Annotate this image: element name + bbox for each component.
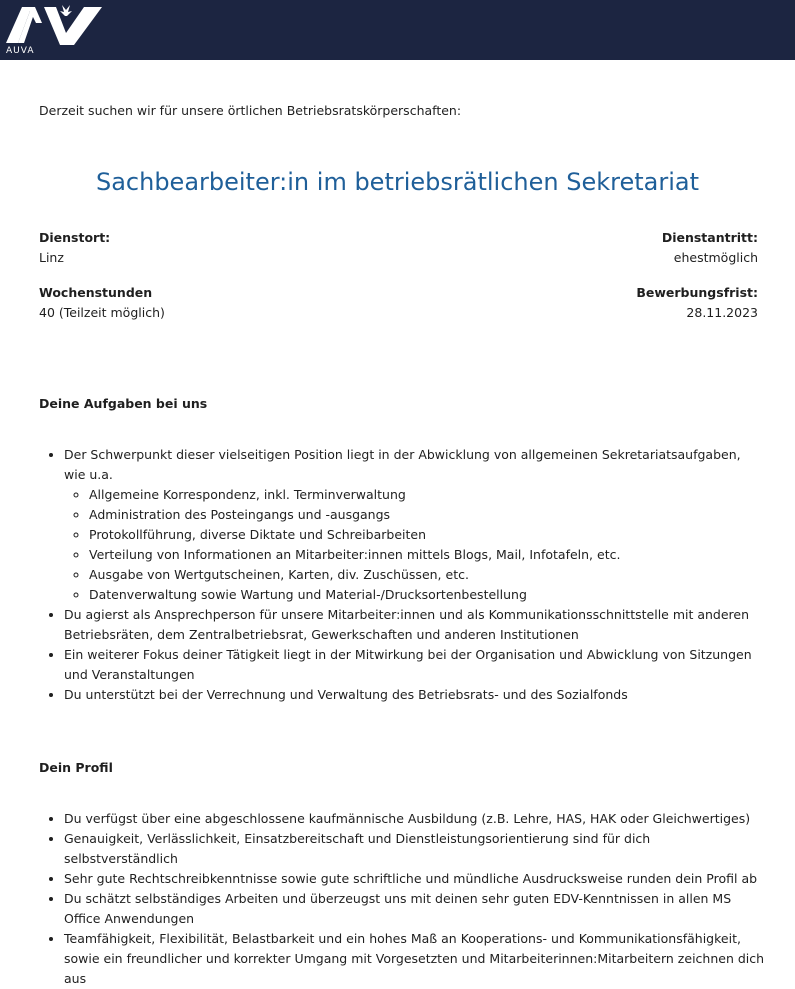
list-item: ◦ Allgemeine Korrespondenz, inkl. Terminverwaltung bbox=[89, 485, 765, 505]
bewerbungsfrist-block bbox=[636, 283, 758, 323]
header-bar bbox=[0, 0, 795, 60]
list-item: • Genauigkeit, Verlässlichkeit, Einsatzbereitschaft und Dienstleistungsorientierung sind für dich selbstverständlich bbox=[64, 829, 765, 869]
intro-text: Derzeit suchen wir für unsere örtlichen Betriebsratskörperschaften: bbox=[39, 103, 462, 118]
dienstantritt-label: Dienstantritt: bbox=[661, 230, 758, 245]
job-title: Sachbearbeiter:in im betriebsrätlichen Sekretariat bbox=[95, 168, 700, 196]
tasks-main-text: Der Schwerpunkt dieser vielseitigen Position liegt in der Abwicklung von allgemeinen Sekretariatsaufgaben, wie u.a. bbox=[64, 447, 741, 482]
profile-list bbox=[39, 809, 765, 989]
dienstort-value: Linz bbox=[39, 250, 64, 265]
list-item: • Du agierst als Ansprechperson für unsere Mitarbeiter:innen und als Kommunikationsschnittstelle mit anderen Betriebsräten, dem Zentralbetriebsrat, Gewerkschaften und anderen Institutionen bbox=[64, 605, 765, 645]
tasks-heading: Deine Aufgaben bei uns bbox=[39, 396, 208, 411]
wochenstunden-label: Wochenstunden bbox=[39, 285, 153, 300]
dienstantritt-block bbox=[662, 228, 758, 268]
list-item: • Du verfügst über eine abgeschlossene kaufmännische Ausbildung (z.B. Lehre, HAS, HAK oder Gleichwertiges) bbox=[64, 809, 765, 829]
bewerbungsfrist-value: 28.11.2023 bbox=[686, 305, 758, 320]
list-item: • Teamfähigkeit, Flexibilität, Belastbarkeit und ein hohes Maß an Kooperations- und Kommunikationsfähigkeit, sowie ein freundlicher und korrekter Umgang mit Vorgesetzten und Mitarbeiterinnen:Mitarbeitern zeichnen dich aus bbox=[64, 929, 765, 989]
dienstort-label: Dienstort: bbox=[39, 230, 111, 245]
list-item: ◦ Administration des Posteingangs und -ausgangs bbox=[89, 505, 765, 525]
dienstantritt-value: ehestmöglich bbox=[673, 250, 758, 265]
wochenstunden-block bbox=[39, 283, 165, 323]
dienstort-block bbox=[39, 228, 110, 268]
list-item: • Ein weiterer Fokus deiner Tätigkeit liegt in der Mitwirkung bei der Organisation und Abwicklung von Sitzungen und Veranstaltungen bbox=[64, 645, 765, 685]
list-item: ◦ Protokollführung, diverse Diktate und Schreibarbeiten bbox=[89, 525, 765, 545]
tasks-sublist bbox=[64, 485, 765, 605]
list-item: ◦ Ausgabe von Wertgutscheinen, Karten, div. Zuschüssen, etc. bbox=[89, 565, 765, 585]
tasks-list bbox=[39, 445, 765, 705]
list-item: • Sehr gute Rechtschreibkenntnisse sowie gute schriftliche und mündliche Ausdrucksweise runden dein Profil ab bbox=[64, 869, 765, 889]
profile-heading: Dein Profil bbox=[39, 760, 113, 775]
auva-logo bbox=[4, 3, 104, 55]
logo-text: AUVA bbox=[6, 46, 35, 55]
list-item: ◦ Verteilung von Informationen an Mitarbeiter:innen mittels Blogs, Mail, Infotafeln, etc. bbox=[89, 545, 765, 565]
list-item bbox=[64, 445, 765, 605]
wochenstunden-value: 40 (Teilzeit möglich) bbox=[39, 305, 165, 320]
bewerbungsfrist-label: Bewerbungsfrist: bbox=[636, 285, 758, 300]
list-item: • Du schätzt selbständiges Arbeiten und überzeugst uns mit deinen sehr guten EDV-Kenntnissen in allen MS Office Anwendungen bbox=[64, 889, 765, 929]
list-item: • Du unterstützt bei der Verrechnung und Verwaltung des Betriebsrats- und des Sozialfonds bbox=[64, 685, 765, 705]
list-item: ◦ Datenverwaltung sowie Wartung und Material-/Drucksortenbestellung bbox=[89, 585, 765, 605]
